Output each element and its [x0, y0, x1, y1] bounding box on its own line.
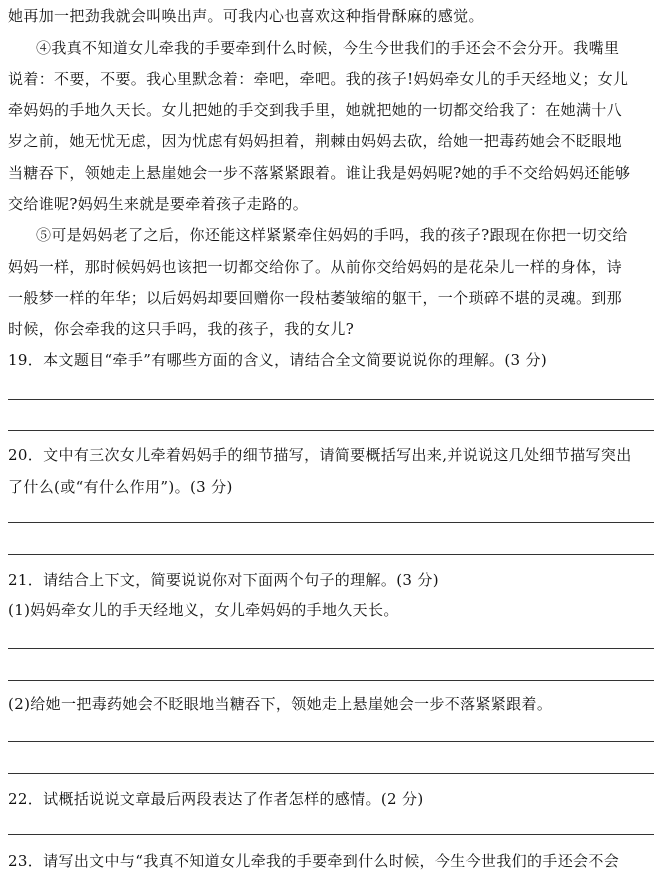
- passage-line: 牵妈妈的手地久天长。女儿把她的手交到我手里，她就把她的一切都交给我了：在她满十八: [8, 101, 623, 119]
- passage-line: ⑤可是妈妈老了之后，你还能这样紧紧牵住妈妈的手吗，我的孩子?跟现在你把一切交给: [36, 226, 628, 244]
- passage-line: 交给谁呢?妈妈生来就是要牵着孩子走路的。: [8, 195, 309, 213]
- answer-line[interactable]: [8, 680, 654, 681]
- answer-line[interactable]: [8, 522, 654, 523]
- passage-line: 岁之前，她无忧无虑，因为忧虑有妈妈担着，荆棘由妈妈去砍，给她一把毒药她会不眨眼地: [8, 132, 623, 150]
- question-19: 19．本文题目“牵手”有哪些方面的含义，请结合全文简要说说你的理解。(3 分): [8, 351, 548, 369]
- answer-line[interactable]: [8, 834, 654, 835]
- passage-line: 当糖吞下，领她走上悬崖她会一步不落紧紧跟着。谁让我是妈妈呢?她的手不交给妈妈还能够: [8, 164, 631, 182]
- question-21-sentence-1: (1)妈妈牵女儿的手天经地义，女儿牵妈妈的手地久天长。: [8, 601, 399, 619]
- question-21: 21．请结合上下文，简要说说你对下面两个句子的理解。(3 分): [8, 571, 439, 589]
- question-21-sentence-2: (2)给她一把毒药她会不眨眼地当糖吞下，领她走上悬崖她会一步不落紧紧跟着。: [8, 695, 553, 713]
- answer-line[interactable]: [8, 399, 654, 400]
- passage-line: 说着：不要，不要。我心里默念着：牵吧，牵吧。我的孩子!妈妈牵女儿的手天经地义；女儿: [8, 70, 629, 88]
- answer-line[interactable]: [8, 648, 654, 649]
- question-22: 22．试概括说说文章最后两段表达了作者怎样的感情。(2 分): [8, 790, 424, 808]
- question-20: 20．文中有三次女儿牵着妈妈手的细节描写，请简要概括写出来,并说说这几处细节描写突出: [8, 446, 632, 464]
- passage-line: 一般梦一样的年华；以后妈妈却要回赠你一段枯萎皱缩的躯干，一个琐碎不堪的灵魂。到那: [8, 289, 623, 307]
- passage-line: 时候，你会牵我的这只手吗，我的孩子，我的女儿?: [8, 320, 355, 338]
- passage-line: 她再加一把劲我就会叫唤出声。可我内心也喜欢这种指骨酥麻的感觉。: [8, 7, 484, 25]
- answer-line[interactable]: [8, 741, 654, 742]
- passage-line: ④我真不知道女儿牵我的手要牵到什么时候，今生今世我们的手还会不会分开。我嘴里: [36, 39, 620, 57]
- answer-line[interactable]: [8, 430, 654, 431]
- answer-line[interactable]: [8, 773, 654, 774]
- passage-line: 妈妈一样，那时候妈妈也该把一切都交给你了。从前你交给妈妈的是花朵儿一样的身体，诗: [8, 258, 623, 276]
- question-23: 23．请写出文中与“我真不知道女儿牵我的手要牵到什么时候，今生今世我们的手还会不会: [8, 852, 620, 870]
- question-20-cont: 了什么(或“有什么作用”)。(3 分): [8, 478, 233, 496]
- answer-line[interactable]: [8, 554, 654, 555]
